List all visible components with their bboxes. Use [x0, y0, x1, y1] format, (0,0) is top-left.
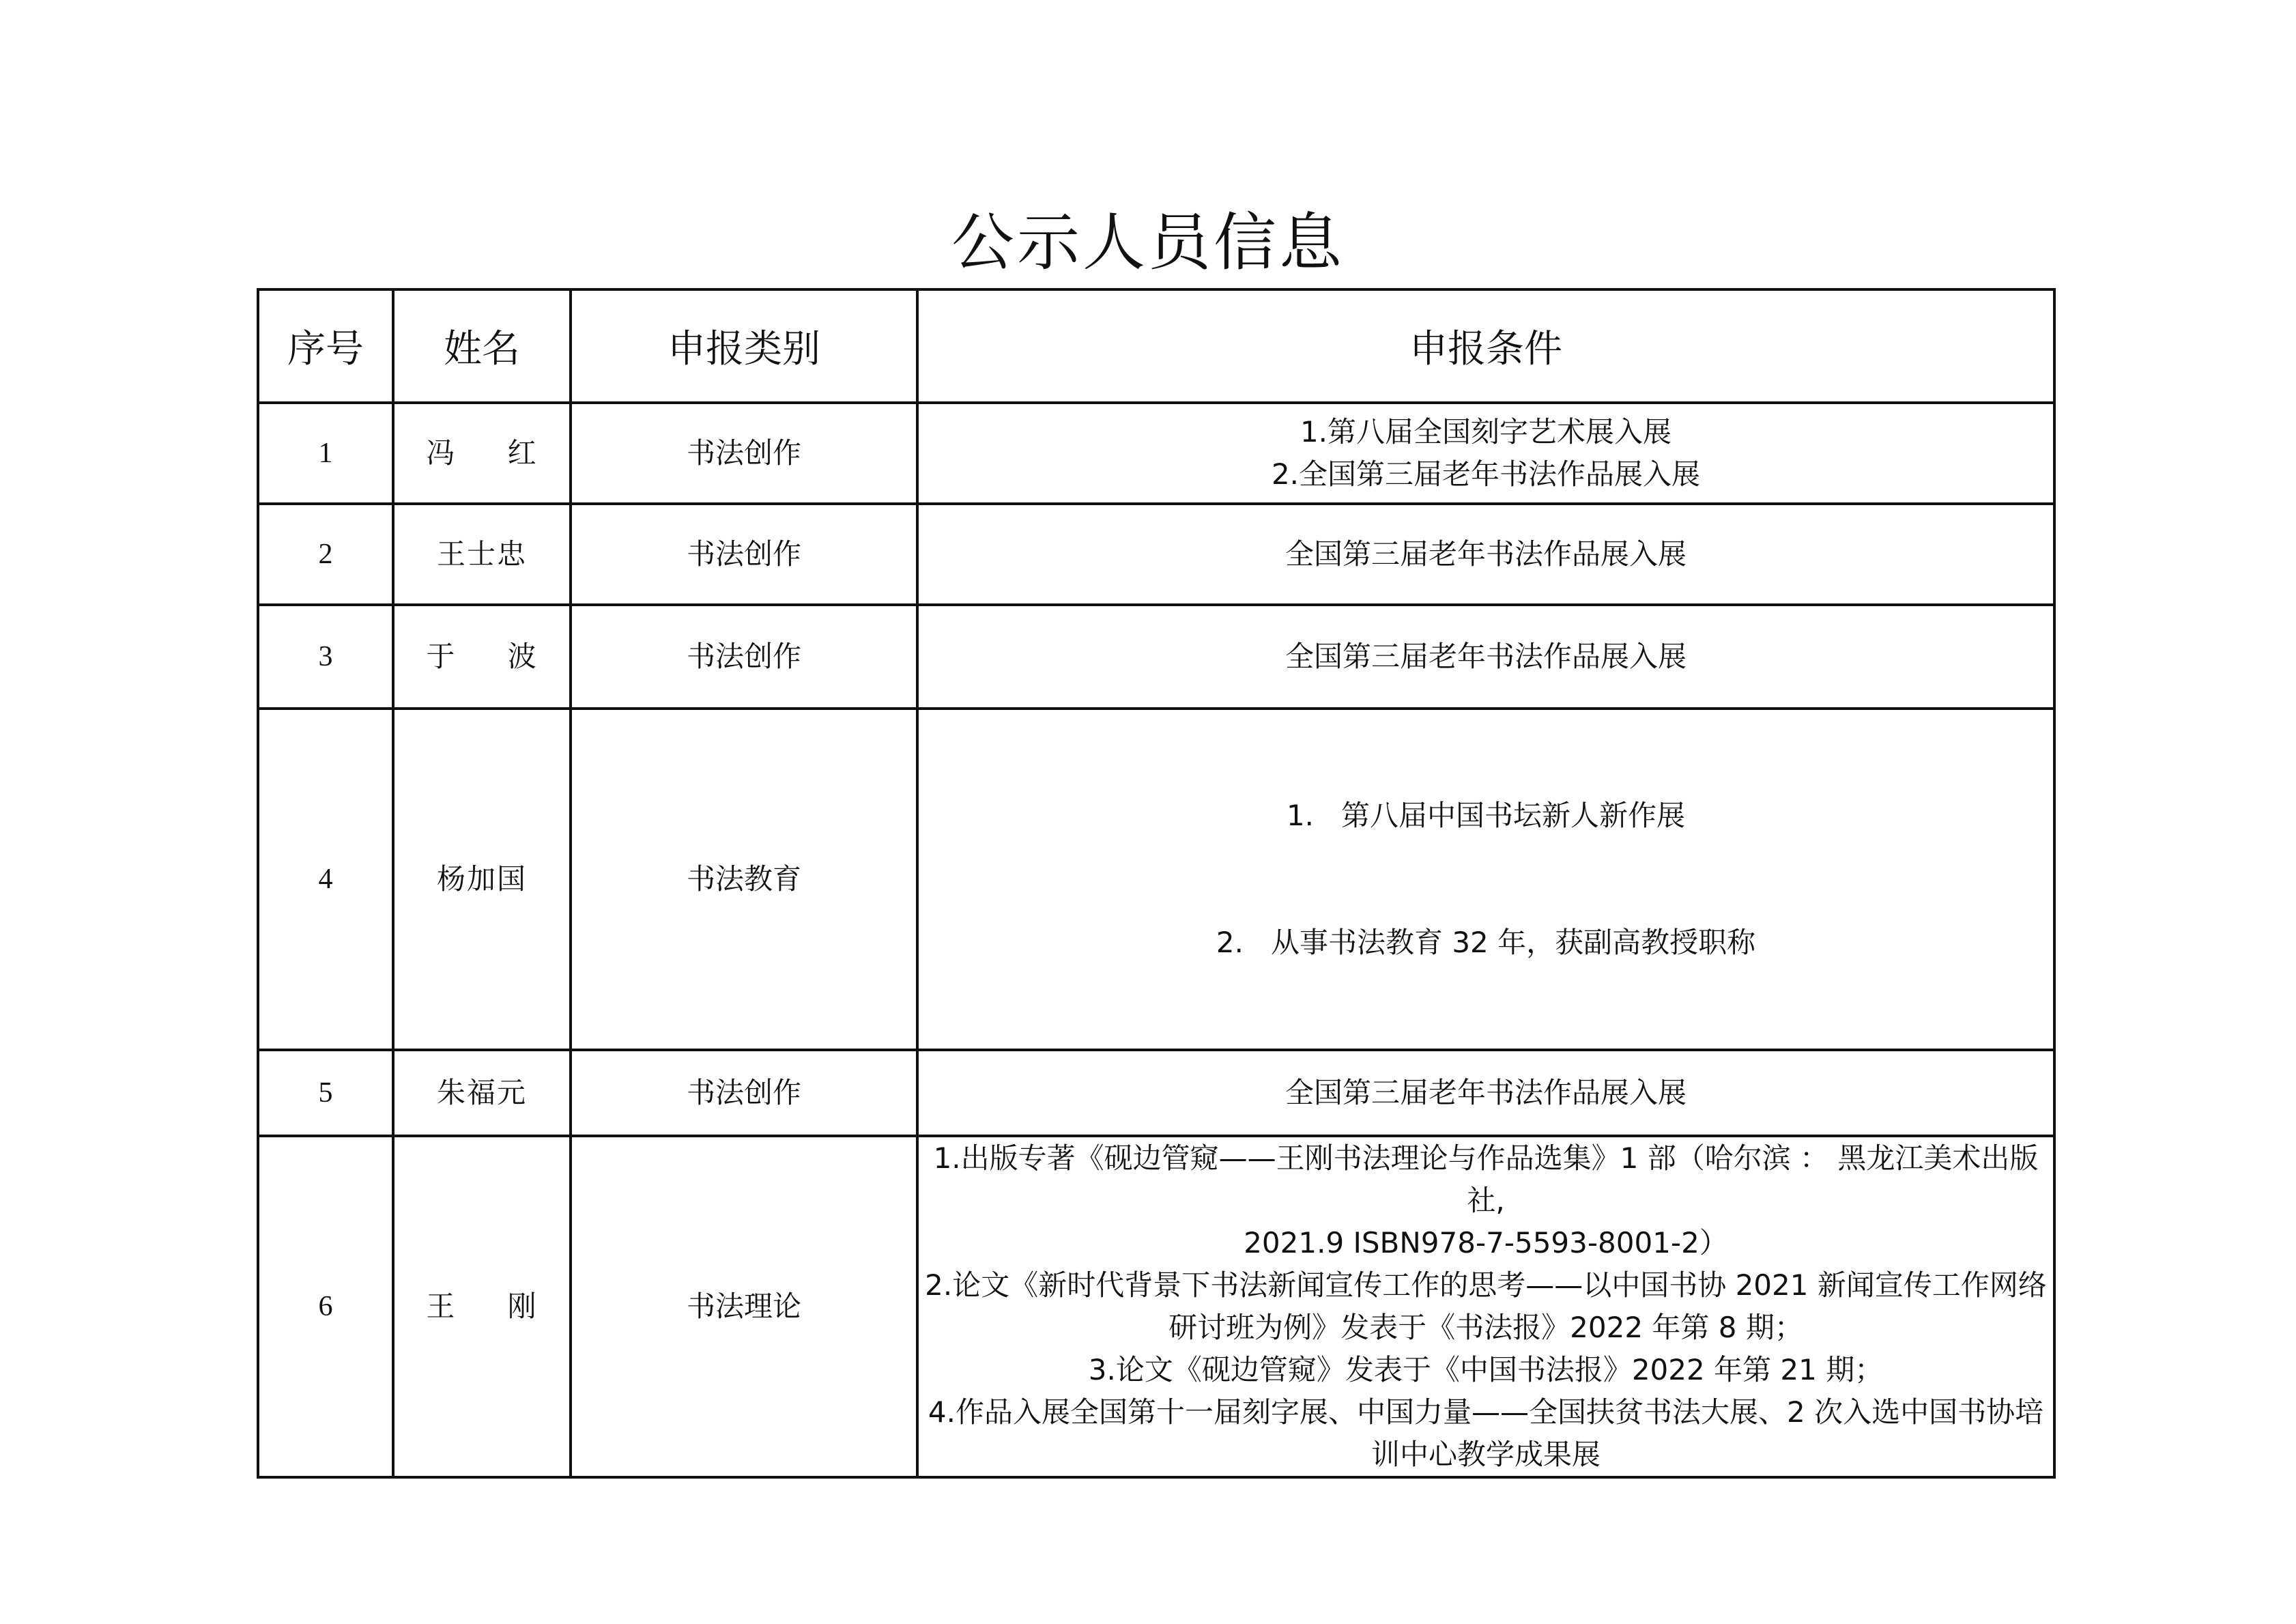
table-row	[258, 605, 2054, 709]
condition-line: 2.论文《新时代背景下书法新闻宣传工作的思考——以中国书协 2021 新闻宣传工作网络	[925, 1268, 2047, 1302]
row-name-text: 朱福元	[436, 1076, 527, 1109]
row-conditions	[917, 709, 2054, 1050]
condition-line: 2021.9 ISBN978-7-5593-8001-2）	[1244, 1226, 1728, 1259]
condition-line: 全国第三届老年书法作品展入展	[1285, 1076, 1687, 1109]
personnel-table	[257, 288, 2056, 1479]
condition-line: 1.出版专著《砚边管窥——王刚书法理论与作品选集》1 部（哈尔滨 ： 黑龙江美术出版社,	[933, 1141, 2039, 1217]
row-conditions	[917, 605, 2054, 709]
row-name	[393, 403, 571, 504]
row-name	[393, 1136, 571, 1477]
condition-line: 研讨班为例》发表于《书法报》2022 年第 8 期；	[1168, 1311, 1803, 1344]
header-row	[258, 289, 2054, 403]
row-name-text: 王 刚	[426, 1290, 538, 1323]
row-name-text: 冯 红	[426, 436, 538, 470]
table-row	[258, 504, 2054, 605]
row-name	[393, 605, 571, 709]
condition-line: 全国第三届老年书法作品展入展	[1285, 640, 1687, 673]
row-index: 3	[258, 605, 393, 709]
row-category: 书法创作	[571, 605, 917, 709]
header-index: 序号	[258, 289, 393, 403]
row-name	[393, 504, 571, 605]
row-index: 1	[258, 403, 393, 504]
row-conditions	[917, 403, 2054, 504]
row-category: 书法创作	[571, 504, 917, 605]
row-index: 4	[258, 709, 393, 1050]
condition-line: 1.第八届全国刻字艺术展入展	[1300, 415, 1672, 448]
condition-line: 4.作品入展全国第十一届刻字展、中国力量——全国扶贫书法大展、2 次入选中国书协培	[928, 1395, 2044, 1429]
row-name	[393, 1050, 571, 1136]
row-index: 2	[258, 504, 393, 605]
row-conditions	[917, 504, 2054, 605]
row-conditions	[917, 1136, 2054, 1477]
row-category: 书法理论	[571, 1136, 917, 1477]
table-row	[258, 403, 2054, 504]
table-row	[258, 709, 2054, 1050]
page-title: 公示人员信息	[951, 206, 1345, 279]
condition-line: 训中心教学成果展	[1371, 1438, 1601, 1471]
row-category: 书法创作	[571, 1050, 917, 1136]
row-name	[393, 709, 571, 1050]
row-name-text: 于 波	[426, 640, 538, 673]
condition-line: 1. 第八届中国书坛新人新作展	[1286, 799, 1686, 832]
row-name-text: 王士忠	[436, 537, 527, 571]
row-conditions	[917, 1050, 2054, 1136]
header-name: 姓名	[393, 289, 571, 403]
condition-line: 全国第三届老年书法作品展入展	[1285, 537, 1687, 571]
condition-line: 2.全国第三届老年书法作品展入展	[1271, 457, 1701, 491]
condition-line: 2. 从事书法教育 32 年，获副高教授职称	[1216, 926, 1756, 959]
row-name-text: 杨加国	[436, 862, 527, 896]
condition-line: 3.论文《砚边管窥》发表于《中国书法报》2022 年第 21 期；	[1088, 1353, 1884, 1386]
row-index: 6	[258, 1136, 393, 1477]
header-conditions: 申报条件	[917, 289, 2054, 403]
table-row	[258, 1050, 2054, 1136]
row-category: 书法教育	[571, 709, 917, 1050]
row-index: 5	[258, 1050, 393, 1136]
header-category: 申报类别	[571, 289, 917, 403]
table-row	[258, 1136, 2054, 1477]
row-category: 书法创作	[571, 403, 917, 504]
